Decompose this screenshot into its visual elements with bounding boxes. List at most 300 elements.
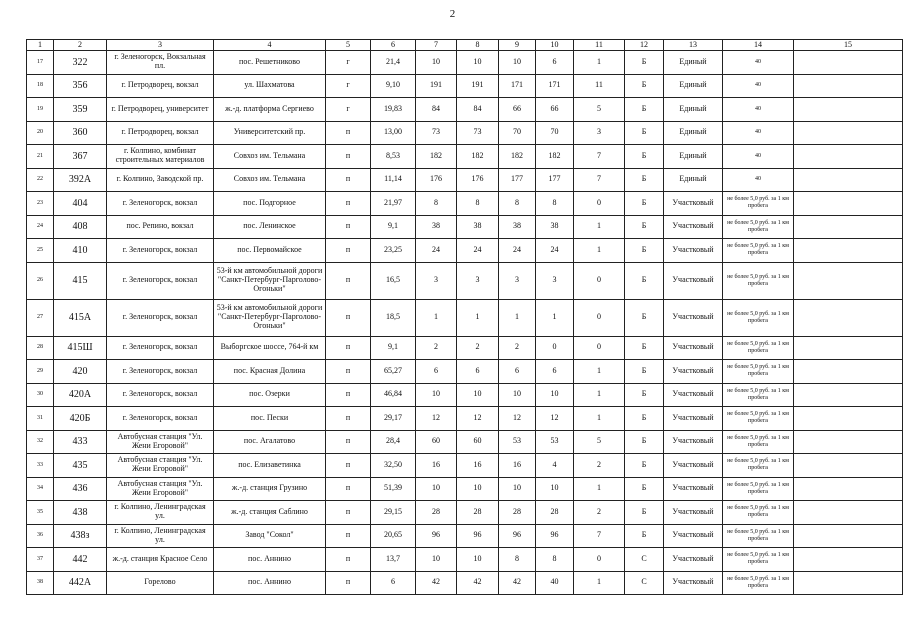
cell-8: 24 bbox=[457, 239, 499, 263]
row-index: 17 bbox=[27, 51, 54, 75]
table-row bbox=[27, 501, 903, 525]
tariff-type: Единый bbox=[664, 51, 723, 75]
tariff-type: Участковый bbox=[664, 239, 723, 263]
column-number: 8 bbox=[457, 40, 499, 51]
end-point: Совхоз им. Тельмана bbox=[214, 168, 326, 192]
fare-cell: 40 bbox=[723, 145, 794, 169]
route-length: 18,5 bbox=[371, 299, 416, 336]
fare-cell: не более 5,0 руб. за 1 км пробега bbox=[723, 548, 794, 572]
fare-cell: не более 5,0 руб. за 1 км пробега bbox=[723, 336, 794, 360]
cell-15 bbox=[794, 262, 903, 299]
tariff-type: Участковый bbox=[664, 192, 723, 216]
row-index: 22 bbox=[27, 168, 54, 192]
cell-11: 2 bbox=[574, 501, 625, 525]
tariff-type: Единый bbox=[664, 74, 723, 98]
table-row bbox=[27, 262, 903, 299]
row-index: 32 bbox=[27, 430, 54, 454]
cell-15 bbox=[794, 145, 903, 169]
cell-9: 66 bbox=[499, 98, 536, 122]
route-length: 28,4 bbox=[371, 430, 416, 454]
cell-8: 10 bbox=[457, 548, 499, 572]
cell-15 bbox=[794, 524, 903, 548]
route-number: 442А bbox=[54, 571, 107, 595]
route-length: 29,17 bbox=[371, 407, 416, 431]
route-type: г bbox=[326, 74, 371, 98]
cell-10: 177 bbox=[536, 168, 574, 192]
table-row bbox=[27, 360, 903, 384]
end-point: ул. Шахматова bbox=[214, 74, 326, 98]
cell-11: 1 bbox=[574, 383, 625, 407]
column-number: 3 bbox=[107, 40, 214, 51]
page-number: 2 bbox=[449, 8, 456, 20]
tariff-type: Участковый bbox=[664, 383, 723, 407]
fare-cell: не более 5,0 руб. за 1 км пробега bbox=[723, 215, 794, 239]
cell-9: 10 bbox=[499, 383, 536, 407]
route-type: п bbox=[326, 336, 371, 360]
fare-cell: 40 bbox=[723, 168, 794, 192]
tariff-type: Единый bbox=[664, 168, 723, 192]
column-number: 7 bbox=[416, 40, 457, 51]
column-number: 14 bbox=[723, 40, 794, 51]
route-number: 442 bbox=[54, 548, 107, 572]
route-number: 359 bbox=[54, 98, 107, 122]
row-index: 19 bbox=[27, 98, 54, 122]
route-length: 19,83 bbox=[371, 98, 416, 122]
cell-7: 176 bbox=[416, 168, 457, 192]
table-row bbox=[27, 145, 903, 169]
end-point: ж.-д. станция Саблино bbox=[214, 501, 326, 525]
cell-15 bbox=[794, 383, 903, 407]
cell-8: 60 bbox=[457, 430, 499, 454]
table-row bbox=[27, 524, 903, 548]
row-index: 23 bbox=[27, 192, 54, 216]
start-point: ж.-д. станция Красное Село bbox=[107, 548, 214, 572]
route-type: п bbox=[326, 262, 371, 299]
cell-8: 2 bbox=[457, 336, 499, 360]
row-index: 26 bbox=[27, 262, 54, 299]
cell-11: 0 bbox=[574, 299, 625, 336]
tariff-type: Участковый bbox=[664, 477, 723, 501]
vehicle-class: Б bbox=[625, 168, 664, 192]
fare-cell: не более 5,0 руб. за 1 км пробега bbox=[723, 192, 794, 216]
row-index: 37 bbox=[27, 548, 54, 572]
end-point: 53-й км автомобильной дороги "Санкт-Петербург-Парголово-Огоньки" bbox=[214, 262, 326, 299]
end-point: пос. Аннино bbox=[214, 571, 326, 595]
cell-7: 2 bbox=[416, 336, 457, 360]
cell-7: 60 bbox=[416, 430, 457, 454]
cell-9: 171 bbox=[499, 74, 536, 98]
cell-9: 1 bbox=[499, 299, 536, 336]
cell-7: 6 bbox=[416, 360, 457, 384]
route-length: 16,5 bbox=[371, 262, 416, 299]
start-point: г. Зеленогорск, вокзал bbox=[107, 336, 214, 360]
start-point: г. Зеленогорск, Вокзальная пл. bbox=[107, 51, 214, 75]
route-length: 23,25 bbox=[371, 239, 416, 263]
cell-10: 171 bbox=[536, 74, 574, 98]
vehicle-class: Б bbox=[625, 407, 664, 431]
route-type: г bbox=[326, 51, 371, 75]
cell-8: 10 bbox=[457, 383, 499, 407]
cell-10: 10 bbox=[536, 383, 574, 407]
column-number: 10 bbox=[536, 40, 574, 51]
cell-15 bbox=[794, 168, 903, 192]
row-index: 18 bbox=[27, 74, 54, 98]
table-row bbox=[27, 192, 903, 216]
cell-10: 28 bbox=[536, 501, 574, 525]
vehicle-class: Б bbox=[625, 501, 664, 525]
vehicle-class: Б bbox=[625, 192, 664, 216]
row-index: 29 bbox=[27, 360, 54, 384]
route-type: п bbox=[326, 215, 371, 239]
column-number: 6 bbox=[371, 40, 416, 51]
vehicle-class: Б bbox=[625, 121, 664, 145]
cell-9: 10 bbox=[499, 477, 536, 501]
start-point: Автобусная станция "Ул. Жени Егоровой" bbox=[107, 477, 214, 501]
vehicle-class: Б bbox=[625, 51, 664, 75]
cell-11: 5 bbox=[574, 98, 625, 122]
cell-8: 84 bbox=[457, 98, 499, 122]
route-type: п bbox=[326, 477, 371, 501]
cell-15 bbox=[794, 430, 903, 454]
vehicle-class: Б bbox=[625, 98, 664, 122]
fare-cell: не более 5,0 руб. за 1 км пробега bbox=[723, 571, 794, 595]
cell-7: 16 bbox=[416, 454, 457, 478]
cell-8: 10 bbox=[457, 477, 499, 501]
start-point: Автобусная станция "Ул. Жени Егоровой" bbox=[107, 430, 214, 454]
table-row bbox=[27, 299, 903, 336]
cell-7: 10 bbox=[416, 477, 457, 501]
route-number: 415Ш bbox=[54, 336, 107, 360]
end-point: ж.-д. станция Грузино bbox=[214, 477, 326, 501]
route-type: п bbox=[326, 430, 371, 454]
cell-7: 28 bbox=[416, 501, 457, 525]
vehicle-class: Б bbox=[625, 262, 664, 299]
route-length: 51,39 bbox=[371, 477, 416, 501]
cell-9: 8 bbox=[499, 192, 536, 216]
start-point: г. Зеленогорск, вокзал bbox=[107, 360, 214, 384]
cell-8: 73 bbox=[457, 121, 499, 145]
cell-10: 40 bbox=[536, 571, 574, 595]
cell-9: 96 bbox=[499, 524, 536, 548]
route-type: п bbox=[326, 383, 371, 407]
route-number: 404 bbox=[54, 192, 107, 216]
fare-cell: не более 5,0 руб. за 1 км пробега bbox=[723, 501, 794, 525]
route-number: 367 bbox=[54, 145, 107, 169]
tariff-type: Участковый bbox=[664, 501, 723, 525]
vehicle-class: Б bbox=[625, 239, 664, 263]
tariff-type: Участковый bbox=[664, 548, 723, 572]
fare-cell: не более 5,0 руб. за 1 км пробега bbox=[723, 360, 794, 384]
cell-9: 70 bbox=[499, 121, 536, 145]
column-number: 9 bbox=[499, 40, 536, 51]
table-row bbox=[27, 121, 903, 145]
cell-11: 1 bbox=[574, 51, 625, 75]
route-length: 9,1 bbox=[371, 215, 416, 239]
cell-9: 8 bbox=[499, 548, 536, 572]
cell-15 bbox=[794, 239, 903, 263]
table-row bbox=[27, 98, 903, 122]
cell-15 bbox=[794, 215, 903, 239]
route-length: 11,14 bbox=[371, 168, 416, 192]
cell-11: 5 bbox=[574, 430, 625, 454]
routes-table bbox=[26, 39, 903, 595]
fare-cell: не более 5,0 руб. за 1 км пробега bbox=[723, 383, 794, 407]
tariff-type: Участковый bbox=[664, 571, 723, 595]
cell-8: 8 bbox=[457, 192, 499, 216]
fare-cell: 40 bbox=[723, 51, 794, 75]
table-row bbox=[27, 407, 903, 431]
route-number: 415 bbox=[54, 262, 107, 299]
vehicle-class: Б bbox=[625, 524, 664, 548]
start-point: г. Зеленогорск, вокзал bbox=[107, 192, 214, 216]
fare-cell: не более 5,0 руб. за 1 км пробега bbox=[723, 430, 794, 454]
row-index: 35 bbox=[27, 501, 54, 525]
row-index: 25 bbox=[27, 239, 54, 263]
end-point: пос. Пески bbox=[214, 407, 326, 431]
tariff-type: Единый bbox=[664, 98, 723, 122]
end-point: Совхоз им. Тельмана bbox=[214, 145, 326, 169]
cell-11: 1 bbox=[574, 571, 625, 595]
cell-10: 182 bbox=[536, 145, 574, 169]
column-number: 2 bbox=[54, 40, 107, 51]
end-point: пос. Решетниково bbox=[214, 51, 326, 75]
route-type: п bbox=[326, 168, 371, 192]
vehicle-class: Б bbox=[625, 360, 664, 384]
route-type: п bbox=[326, 571, 371, 595]
end-point: пос. Подгорное bbox=[214, 192, 326, 216]
route-length: 21,97 bbox=[371, 192, 416, 216]
cell-10: 12 bbox=[536, 407, 574, 431]
end-point: Университетский пр. bbox=[214, 121, 326, 145]
cell-7: 84 bbox=[416, 98, 457, 122]
cell-15 bbox=[794, 74, 903, 98]
column-number: 4 bbox=[214, 40, 326, 51]
cell-8: 176 bbox=[457, 168, 499, 192]
cell-15 bbox=[794, 98, 903, 122]
cell-9: 6 bbox=[499, 360, 536, 384]
cell-9: 182 bbox=[499, 145, 536, 169]
end-point: пос. Озерки bbox=[214, 383, 326, 407]
tariff-type: Участковый bbox=[664, 407, 723, 431]
vehicle-class: Б bbox=[625, 477, 664, 501]
vehicle-class: Б bbox=[625, 299, 664, 336]
fare-cell: не более 5,0 руб. за 1 км пробега bbox=[723, 524, 794, 548]
cell-8: 3 bbox=[457, 262, 499, 299]
cell-10: 6 bbox=[536, 51, 574, 75]
cell-10: 8 bbox=[536, 192, 574, 216]
cell-9: 53 bbox=[499, 430, 536, 454]
cell-10: 53 bbox=[536, 430, 574, 454]
cell-10: 3 bbox=[536, 262, 574, 299]
end-point: 53-й км автомобильной дороги "Санкт-Петербург-Парголово-Огоньки" bbox=[214, 299, 326, 336]
route-type: п bbox=[326, 239, 371, 263]
cell-7: 1 bbox=[416, 299, 457, 336]
cell-11: 7 bbox=[574, 524, 625, 548]
table-row bbox=[27, 548, 903, 572]
cell-9: 38 bbox=[499, 215, 536, 239]
start-point: г. Зеленогорск, вокзал bbox=[107, 383, 214, 407]
column-number: 11 bbox=[574, 40, 625, 51]
end-point: пос. Ленинское bbox=[214, 215, 326, 239]
route-number: 433 bbox=[54, 430, 107, 454]
start-point: Автобусная станция "Ул. Жени Егоровой" bbox=[107, 454, 214, 478]
start-point: г. Зеленогорск, вокзал bbox=[107, 262, 214, 299]
table-row bbox=[27, 215, 903, 239]
cell-7: 73 bbox=[416, 121, 457, 145]
cell-10: 70 bbox=[536, 121, 574, 145]
tariff-type: Участковый bbox=[664, 430, 723, 454]
cell-8: 191 bbox=[457, 74, 499, 98]
route-length: 13,7 bbox=[371, 548, 416, 572]
cell-11: 7 bbox=[574, 145, 625, 169]
vehicle-class: Б bbox=[625, 383, 664, 407]
route-type: п bbox=[326, 145, 371, 169]
column-number: 13 bbox=[664, 40, 723, 51]
vehicle-class: С bbox=[625, 571, 664, 595]
cell-8: 12 bbox=[457, 407, 499, 431]
table-row bbox=[27, 336, 903, 360]
route-type: п bbox=[326, 192, 371, 216]
cell-8: 10 bbox=[457, 51, 499, 75]
cell-11: 3 bbox=[574, 121, 625, 145]
cell-15 bbox=[794, 548, 903, 572]
route-number: 410 bbox=[54, 239, 107, 263]
cell-15 bbox=[794, 501, 903, 525]
end-point: пос. Красная Долина bbox=[214, 360, 326, 384]
cell-8: 38 bbox=[457, 215, 499, 239]
cell-15 bbox=[794, 407, 903, 431]
end-point: пос. Елизаветинка bbox=[214, 454, 326, 478]
fare-cell: не более 5,0 руб. за 1 км пробега bbox=[723, 454, 794, 478]
route-type: п bbox=[326, 121, 371, 145]
table-row bbox=[27, 51, 903, 75]
table-row bbox=[27, 239, 903, 263]
end-point: пос. Первомайское bbox=[214, 239, 326, 263]
cell-15 bbox=[794, 454, 903, 478]
column-number: 5 bbox=[326, 40, 371, 51]
end-point: Завод "Сокол" bbox=[214, 524, 326, 548]
route-type: п bbox=[326, 501, 371, 525]
cell-10: 4 bbox=[536, 454, 574, 478]
cell-7: 38 bbox=[416, 215, 457, 239]
route-number: 438з bbox=[54, 524, 107, 548]
cell-11: 0 bbox=[574, 548, 625, 572]
tariff-type: Единый bbox=[664, 121, 723, 145]
cell-11: 0 bbox=[574, 192, 625, 216]
cell-9: 28 bbox=[499, 501, 536, 525]
route-number: 420А bbox=[54, 383, 107, 407]
cell-10: 24 bbox=[536, 239, 574, 263]
cell-9: 2 bbox=[499, 336, 536, 360]
fare-cell: 40 bbox=[723, 121, 794, 145]
route-type: п bbox=[326, 360, 371, 384]
cell-15 bbox=[794, 51, 903, 75]
route-length: 29,15 bbox=[371, 501, 416, 525]
route-number: 322 bbox=[54, 51, 107, 75]
start-point: г. Зеленогорск, вокзал bbox=[107, 239, 214, 263]
route-number: 420 bbox=[54, 360, 107, 384]
start-point: г. Колпино, Ленинградская ул. bbox=[107, 501, 214, 525]
column-number: 15 bbox=[794, 40, 903, 51]
vehicle-class: Б bbox=[625, 454, 664, 478]
tariff-type: Участковый bbox=[664, 336, 723, 360]
table-row bbox=[27, 168, 903, 192]
table-row bbox=[27, 383, 903, 407]
cell-11: 1 bbox=[574, 215, 625, 239]
fare-cell: 40 bbox=[723, 74, 794, 98]
route-number: 392А bbox=[54, 168, 107, 192]
route-length: 9,10 bbox=[371, 74, 416, 98]
cell-11: 1 bbox=[574, 477, 625, 501]
cell-8: 1 bbox=[457, 299, 499, 336]
tariff-type: Участковый bbox=[664, 215, 723, 239]
tariff-type: Участковый bbox=[664, 299, 723, 336]
route-length: 32,50 bbox=[371, 454, 416, 478]
cell-8: 28 bbox=[457, 501, 499, 525]
tariff-type: Участковый bbox=[664, 262, 723, 299]
row-index: 31 bbox=[27, 407, 54, 431]
cell-11: 7 bbox=[574, 168, 625, 192]
cell-11: 0 bbox=[574, 336, 625, 360]
vehicle-class: Б bbox=[625, 430, 664, 454]
cell-10: 96 bbox=[536, 524, 574, 548]
start-point: г. Петродворец, вокзал bbox=[107, 74, 214, 98]
cell-9: 16 bbox=[499, 454, 536, 478]
cell-9: 177 bbox=[499, 168, 536, 192]
cell-11: 1 bbox=[574, 239, 625, 263]
row-index: 28 bbox=[27, 336, 54, 360]
route-number: 408 bbox=[54, 215, 107, 239]
cell-9: 12 bbox=[499, 407, 536, 431]
cell-8: 6 bbox=[457, 360, 499, 384]
row-index: 20 bbox=[27, 121, 54, 145]
route-length: 46,84 bbox=[371, 383, 416, 407]
cell-10: 6 bbox=[536, 360, 574, 384]
column-number: 12 bbox=[625, 40, 664, 51]
cell-11: 11 bbox=[574, 74, 625, 98]
start-point: г. Колпино, Заводской пр. bbox=[107, 168, 214, 192]
fare-cell: не более 5,0 руб. за 1 км пробега bbox=[723, 239, 794, 263]
fare-cell: не более 5,0 руб. за 1 км пробега bbox=[723, 262, 794, 299]
start-point: г. Петродворец, университет bbox=[107, 98, 214, 122]
column-number-row bbox=[27, 40, 903, 51]
route-type: п bbox=[326, 548, 371, 572]
cell-8: 42 bbox=[457, 571, 499, 595]
table-row bbox=[27, 477, 903, 501]
row-index: 27 bbox=[27, 299, 54, 336]
route-length: 13,00 bbox=[371, 121, 416, 145]
table-row bbox=[27, 74, 903, 98]
route-type: п bbox=[326, 299, 371, 336]
cell-7: 42 bbox=[416, 571, 457, 595]
route-length: 6 bbox=[371, 571, 416, 595]
end-point: пос. Аннино bbox=[214, 548, 326, 572]
cell-11: 1 bbox=[574, 360, 625, 384]
cell-7: 24 bbox=[416, 239, 457, 263]
route-length: 65,27 bbox=[371, 360, 416, 384]
row-index: 33 bbox=[27, 454, 54, 478]
cell-7: 182 bbox=[416, 145, 457, 169]
route-number: 436 bbox=[54, 477, 107, 501]
route-length: 9,1 bbox=[371, 336, 416, 360]
cell-7: 10 bbox=[416, 548, 457, 572]
route-number: 356 bbox=[54, 74, 107, 98]
route-length: 8,53 bbox=[371, 145, 416, 169]
tariff-type: Единый bbox=[664, 145, 723, 169]
cell-15 bbox=[794, 360, 903, 384]
end-point: Выборгское шоссе, 764-й км bbox=[214, 336, 326, 360]
route-type: г bbox=[326, 98, 371, 122]
